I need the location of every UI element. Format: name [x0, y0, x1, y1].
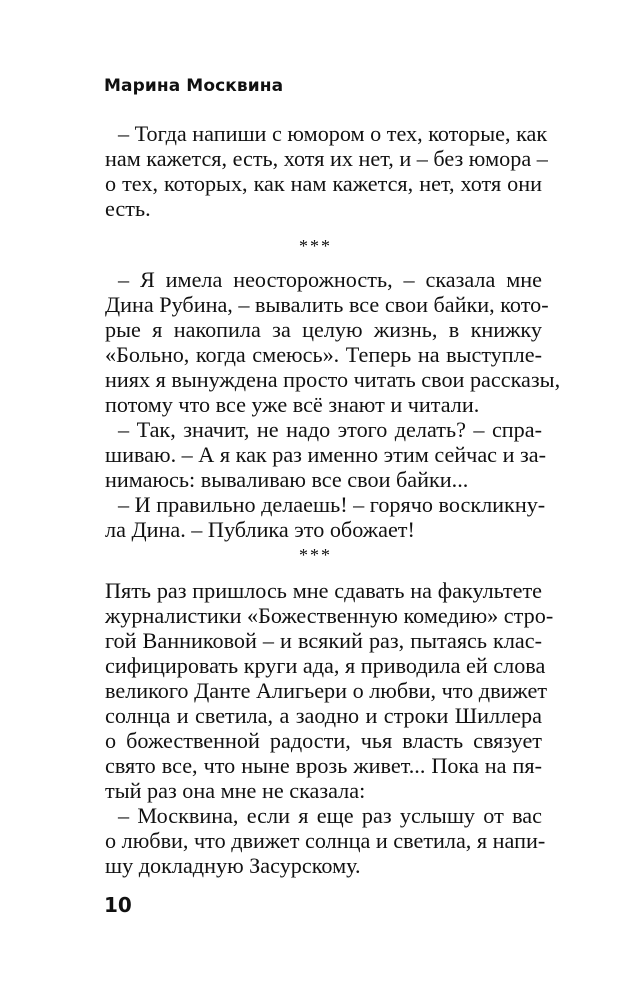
- text-line: ниях я вынуждена просто читать свои рассказы,: [105, 367, 561, 392]
- text-line: «Больно, когда смеюсь». Теперь на выступле-: [105, 342, 542, 367]
- text-line: нам кажется, есть, хотя их нет, и – без юмора –: [105, 146, 548, 171]
- text-line: великого Данте Алигьери о любви, что движет: [105, 678, 548, 703]
- text-line: – И правильно делаешь! – горячо воскликну-: [118, 492, 546, 517]
- text-line: – Москвина, если я еще раз услышу от вас: [118, 803, 542, 828]
- text-line: ла Дина. – Публика это обожает!: [105, 517, 415, 542]
- page-number: 10: [104, 893, 132, 917]
- text-line: о любви, что движет солнца и светила, я напи-: [105, 828, 546, 853]
- text-line: о божественной радости, чья власть связует: [105, 728, 542, 753]
- section-separator: ***: [299, 545, 332, 565]
- section-separator: ***: [299, 236, 332, 256]
- text-line: гой Ванниковой – и всякий раз, пытаясь клас-: [105, 628, 542, 653]
- text-line: шиваю. – А я как раз именно этим сейчас и за-: [105, 442, 546, 467]
- text-line: Пять раз пришлось мне сдавать на факультете: [105, 578, 542, 603]
- text-line: – Так, значит, не надо этого делать? – спра-: [118, 417, 542, 442]
- running-head-author: Марина Москвина: [104, 76, 284, 96]
- text-line: рые я накопила за целую жизнь, в книжку: [105, 317, 542, 342]
- text-line: – Тогда напиши с юмором о тех, которые, как: [118, 121, 548, 146]
- paragraph-block-1: [105, 121, 548, 221]
- paragraph-block-3: [105, 578, 554, 878]
- text-line: – Я имела неосторожность, – сказала мне: [118, 267, 542, 292]
- text-line: журналистики «Божественную комедию» стро-: [105, 603, 554, 628]
- text-line: есть.: [105, 196, 151, 221]
- text-line: потому что все уже всё знают и читали.: [105, 392, 480, 417]
- text-line: нимаюсь: вываливаю все свои байки...: [105, 467, 469, 492]
- text-line: солнца и светила, а заодно и строки Шиллера: [105, 703, 542, 728]
- text-line: тый раз она мне не сказала:: [105, 778, 366, 803]
- text-line: свято все, что ныне врозь живет... Пока на пя-: [105, 753, 542, 778]
- text-line: сифицировать круги ада, я приводила ей слова: [105, 653, 546, 678]
- text-line: Дина Рубина, – вывалить все свои байки, кото-: [105, 292, 549, 317]
- text-line: о тех, которых, как нам кажется, нет, хотя они: [105, 171, 542, 196]
- paragraph-block-2: [105, 267, 561, 542]
- text-line: шу докладную Засурскому.: [105, 853, 361, 878]
